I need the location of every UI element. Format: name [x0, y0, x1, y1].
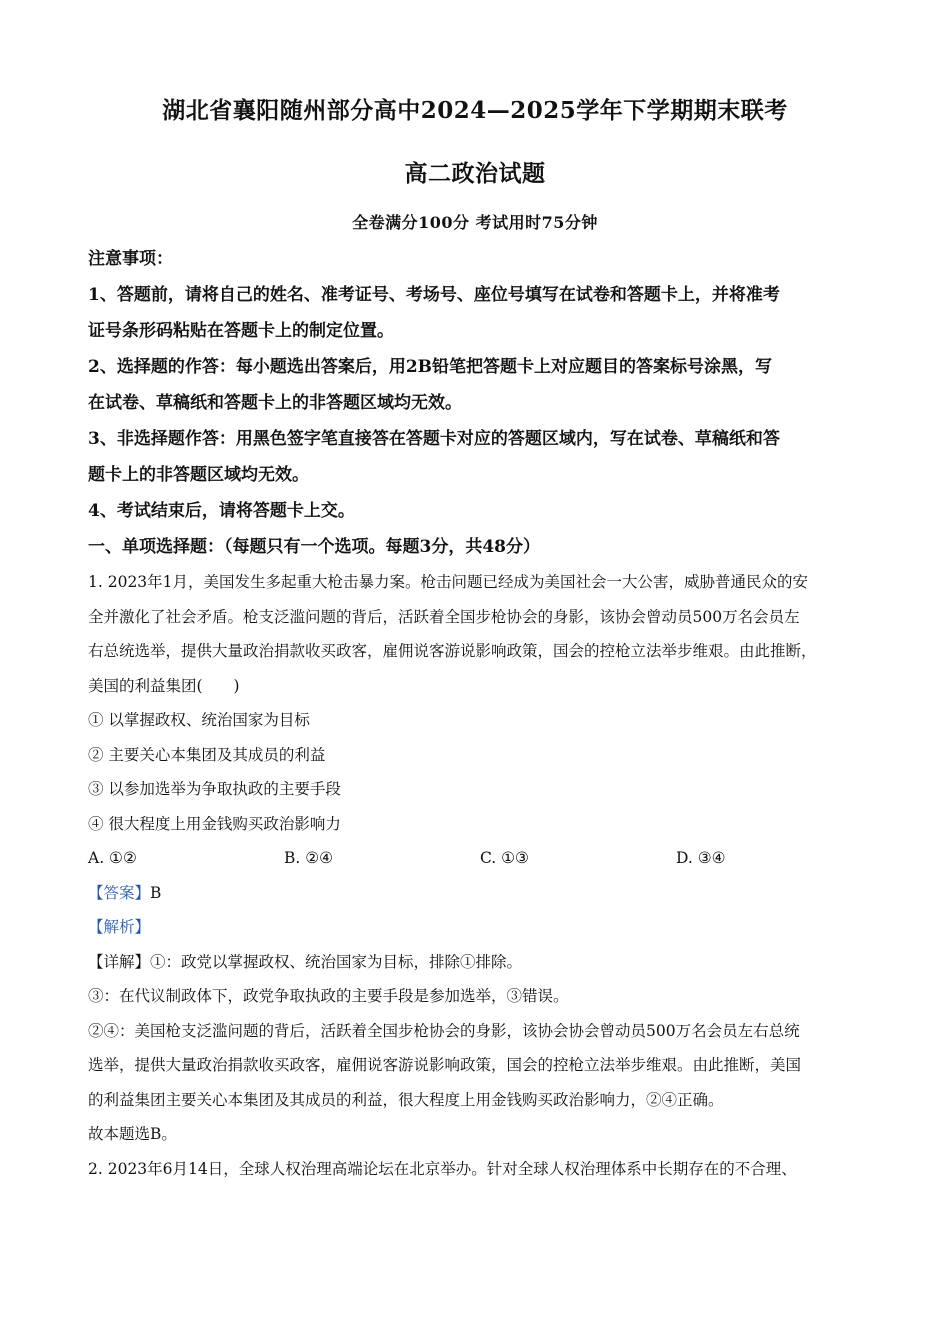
- question-stem-line: 全并激化了社会矛盾。枪支泛滥问题的背后，活跃着全国步枪协会的身影，该协会曾动员500万名会员左: [88, 607, 800, 626]
- note-line: 题卡上的非答题区域均无效。: [88, 465, 309, 485]
- statement-2: ② 主要关心本集团及其成员的利益: [88, 745, 326, 764]
- note-line: 在试卷、草稿纸和答题卡上的非答题区域均无效。: [88, 393, 462, 413]
- answer-value: B: [150, 883, 162, 902]
- notes-heading: 注意事项：: [88, 249, 173, 269]
- statement-4: ④ 很大程度上用金钱购买政治影响力: [88, 814, 341, 833]
- question-stem-line: 美国的利益集团( ): [88, 676, 240, 695]
- answer-line: [88, 876, 872, 911]
- exam-title: 湖北省襄阳随州部分高中2024—2025学年下学期期末联考: [162, 97, 788, 124]
- note-line: 1、答题前，请将自己的姓名、准考证号、考场号、座位号填写在试卷和答题卡上，并将准考: [88, 285, 780, 305]
- option-a: A. ①②: [88, 849, 137, 867]
- exam-subject-title: 高二政治试题: [404, 160, 546, 187]
- detail-line: 选举，提供大量政治捐款收买政客，雇佣说客游说影响政策，国会的控枪立法举步维艰。由此推断，美国: [88, 1056, 802, 1074]
- analysis-tag: 【解析】: [88, 918, 151, 936]
- detail-line: 的利益集团主要关心本集团及其成员的利益，很大程度上用金钱购买政治影响力，②④正确。: [88, 1090, 724, 1109]
- option-c: C. ①③: [480, 849, 529, 867]
- question-stem-line: 1. 2023年1月，美国发生多起重大枪击暴力案。枪击问题已经成为美国社会一大公害，威胁普通民众的安: [88, 573, 809, 591]
- question-2-stem: 2. 2023年6月14日，全球人权治理高端论坛在北京举办。针对全球人权治理体系中长期存在的不合理、: [88, 1159, 797, 1178]
- statement-1: ① 以掌握政权、统治国家为目标: [88, 711, 310, 729]
- note-line: 2、选择题的作答：每小题选出答案后，用2B铅笔把答题卡上对应题目的答案标号涂黑，写: [88, 357, 773, 377]
- note-line: 证号条形码粘贴在答题卡上的制定位置。: [88, 321, 394, 341]
- option-d: D. ③④: [676, 849, 726, 867]
- notes-section: [88, 241, 872, 565]
- option-b: B. ②④: [284, 849, 334, 867]
- detail-line: 【详解】①：政党以掌握政权、统治国家为目标，排除①排除。: [88, 952, 523, 971]
- answer-options: [88, 841, 872, 876]
- section-heading: 一、单项选择题：（每题只有一个选项。每题3分，共48分）: [88, 537, 540, 557]
- statement-3: ③ 以参加选举为争取执政的主要手段: [88, 780, 341, 798]
- conclusion-line: 故本题选B。: [88, 1125, 177, 1143]
- note-line: 4、考试结束后，请将答题卡上交。: [88, 501, 355, 521]
- exam-score-time: 全卷满分100分 考试用时75分钟: [352, 213, 598, 232]
- detail-line: ③：在代议制政体下，政党争取执政的主要手段是参加选举，③错误。: [88, 987, 569, 1005]
- question-1: [88, 565, 872, 1186]
- detail-line: ②④：美国枪支泛滥问题的背后，活跃着全国步枪协会的身影，该协会协会曾动员500万名会员左右总统: [88, 1021, 800, 1040]
- answer-tag: 【答案】: [88, 883, 151, 902]
- note-line: 3、非选择题作答：用黑色签字笔直接答在答题卡对应的答题区域内，写在试卷、草稿纸和答: [88, 429, 780, 449]
- question-stem-line: 右总统选举，提供大量政治捐款收买政客，雇佣说客游说影响政策，国会的控枪立法举步维艰。由此推断，: [88, 642, 817, 660]
